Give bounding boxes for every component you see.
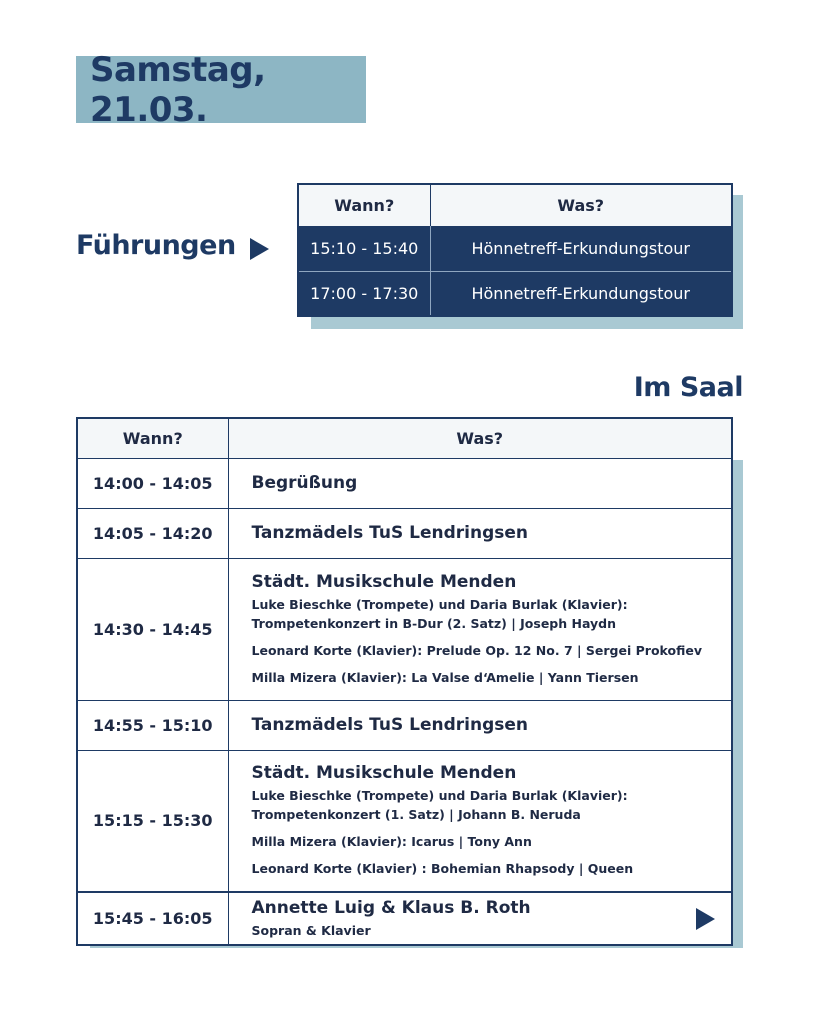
saal-table <box>76 417 733 946</box>
table-header-row <box>77 418 732 458</box>
event-detail: Milla Mizera (Klavier): Icarus | Tony Ann <box>251 834 532 850</box>
event-cell <box>228 508 732 558</box>
event-detail: Milla Mizera (Klavier): La Valse d‘Amelie | Yann Tiersen <box>251 669 639 685</box>
table-row <box>298 271 732 316</box>
column-header-what: Was? <box>228 418 732 458</box>
column-header-when: Wann? <box>298 184 430 226</box>
event-title: Begrüßung <box>251 473 358 493</box>
event-detail: Trompetenkonzert (1. Satz) | Johann B. Neruda <box>251 807 581 823</box>
saal-heading: Im Saal <box>633 372 743 403</box>
play-triangle-icon <box>250 238 269 260</box>
table-row <box>77 508 732 558</box>
table-row <box>77 892 732 945</box>
time-cell: 17:00 - 17:30 <box>298 271 430 316</box>
event-cell: Hönnetreff-Erkundungstour <box>430 271 732 316</box>
column-header-what: Was? <box>430 184 732 226</box>
event-title: Städt. Musikschule Menden <box>251 763 517 784</box>
table-row <box>298 226 732 271</box>
fuehrungen-table <box>297 183 733 317</box>
table-row <box>77 558 732 700</box>
table-header-row <box>298 184 732 226</box>
date-title: Samstag, 21.03. <box>90 49 266 130</box>
time-cell: 15:10 - 15:40 <box>298 226 430 271</box>
event-detail: Leonard Korte (Klavier) : Bohemian Rhapsody | Queen <box>251 861 634 877</box>
column-header-when: Wann? <box>77 418 228 458</box>
event-cell: Hönnetreff-Erkundungstour <box>430 226 732 271</box>
date-banner <box>76 49 366 130</box>
event-cell <box>228 892 732 945</box>
fuehrungen-heading: Führungen <box>76 230 236 261</box>
event-cell <box>228 700 732 750</box>
time-cell: 15:45 - 16:05 <box>77 892 228 945</box>
table-row <box>77 750 732 892</box>
event-detail: Trompetenkonzert in B-Dur (2. Satz) | Joseph Haydn <box>251 615 617 631</box>
event-cell <box>228 458 732 508</box>
table-row <box>77 700 732 750</box>
event-cell <box>228 750 732 892</box>
event-detail: Leonard Korte (Klavier): Prelude Op. 12 No. 7 | Sergei Prokofiev <box>251 642 702 658</box>
event-title: Annette Luig & Klaus B. Roth <box>251 897 531 918</box>
time-cell: 14:30 - 14:45 <box>77 558 228 700</box>
table-row <box>77 458 732 508</box>
time-cell: 14:55 - 15:10 <box>77 700 228 750</box>
time-cell: 15:15 - 15:30 <box>77 750 228 892</box>
event-title: Städt. Musikschule Menden <box>251 571 517 592</box>
event-title: Tanzmädels TuS Lendringsen <box>251 523 528 543</box>
play-triangle-icon <box>696 908 715 930</box>
event-detail: Luke Bieschke (Trompete) und Daria Burlak (Klavier): <box>251 596 628 612</box>
event-cell <box>228 558 732 700</box>
time-cell: 14:00 - 14:05 <box>77 458 228 508</box>
event-detail: Luke Bieschke (Trompete) und Daria Burlak (Klavier): <box>251 788 628 804</box>
event-detail: Sopran & Klavier <box>251 922 371 938</box>
time-cell: 14:05 - 14:20 <box>77 508 228 558</box>
event-title: Tanzmädels TuS Lendringsen <box>251 715 528 735</box>
